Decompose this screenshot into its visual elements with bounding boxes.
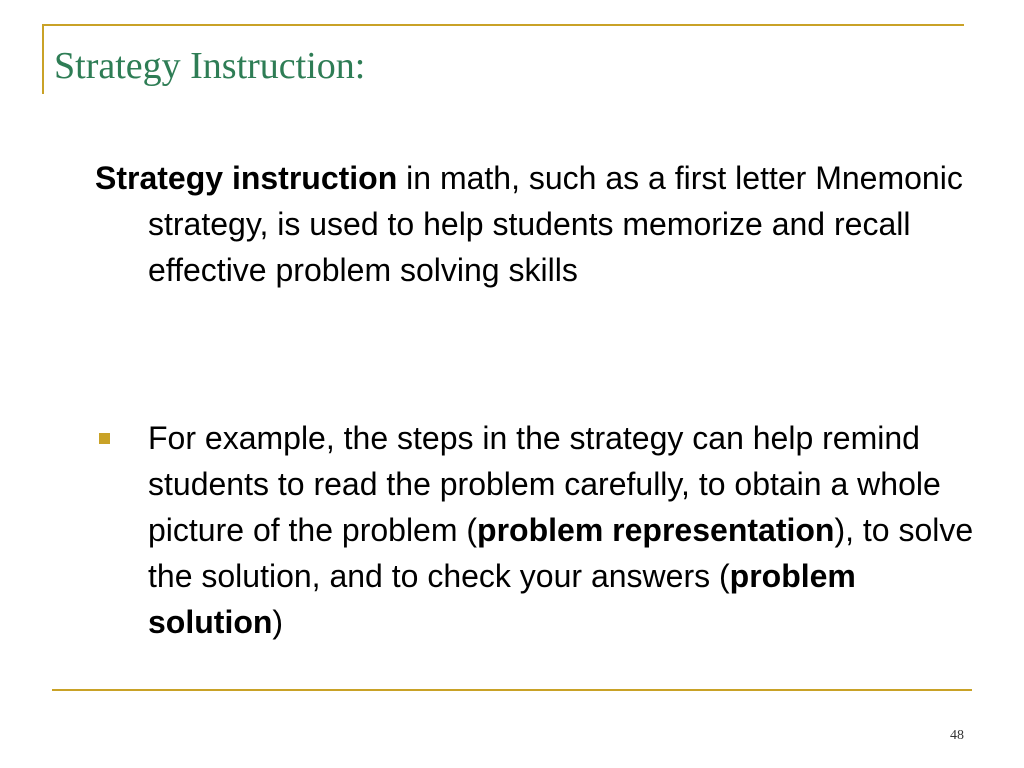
intro-text: in math, such as a first letter Mnemonic strategy, is used to help students memorize and recall effective problem solving skills <box>148 160 963 288</box>
example-text-end: ) <box>272 604 284 640</box>
intro-bold-lead: Strategy instruction <box>95 160 398 196</box>
example-text-start: For example, the steps in the strategy can help remind students to read the problem carefully, to obtain a whole picture of the problem ( <box>148 420 941 548</box>
header-rule-left <box>42 24 44 94</box>
header-rule-top <box>42 24 964 26</box>
slide-title: Strategy Instruction: <box>54 45 366 87</box>
example-bullet-paragraph <box>95 415 988 645</box>
intro-paragraph <box>95 155 988 293</box>
example-text-middle: ), to solve the solution, and to check your answers ( <box>148 512 974 594</box>
problem-representation-term: problem representation <box>477 512 835 548</box>
footer-rule <box>52 689 972 691</box>
problem-solution-term: problem solution <box>148 558 856 640</box>
slide-number: 48 <box>950 728 964 743</box>
